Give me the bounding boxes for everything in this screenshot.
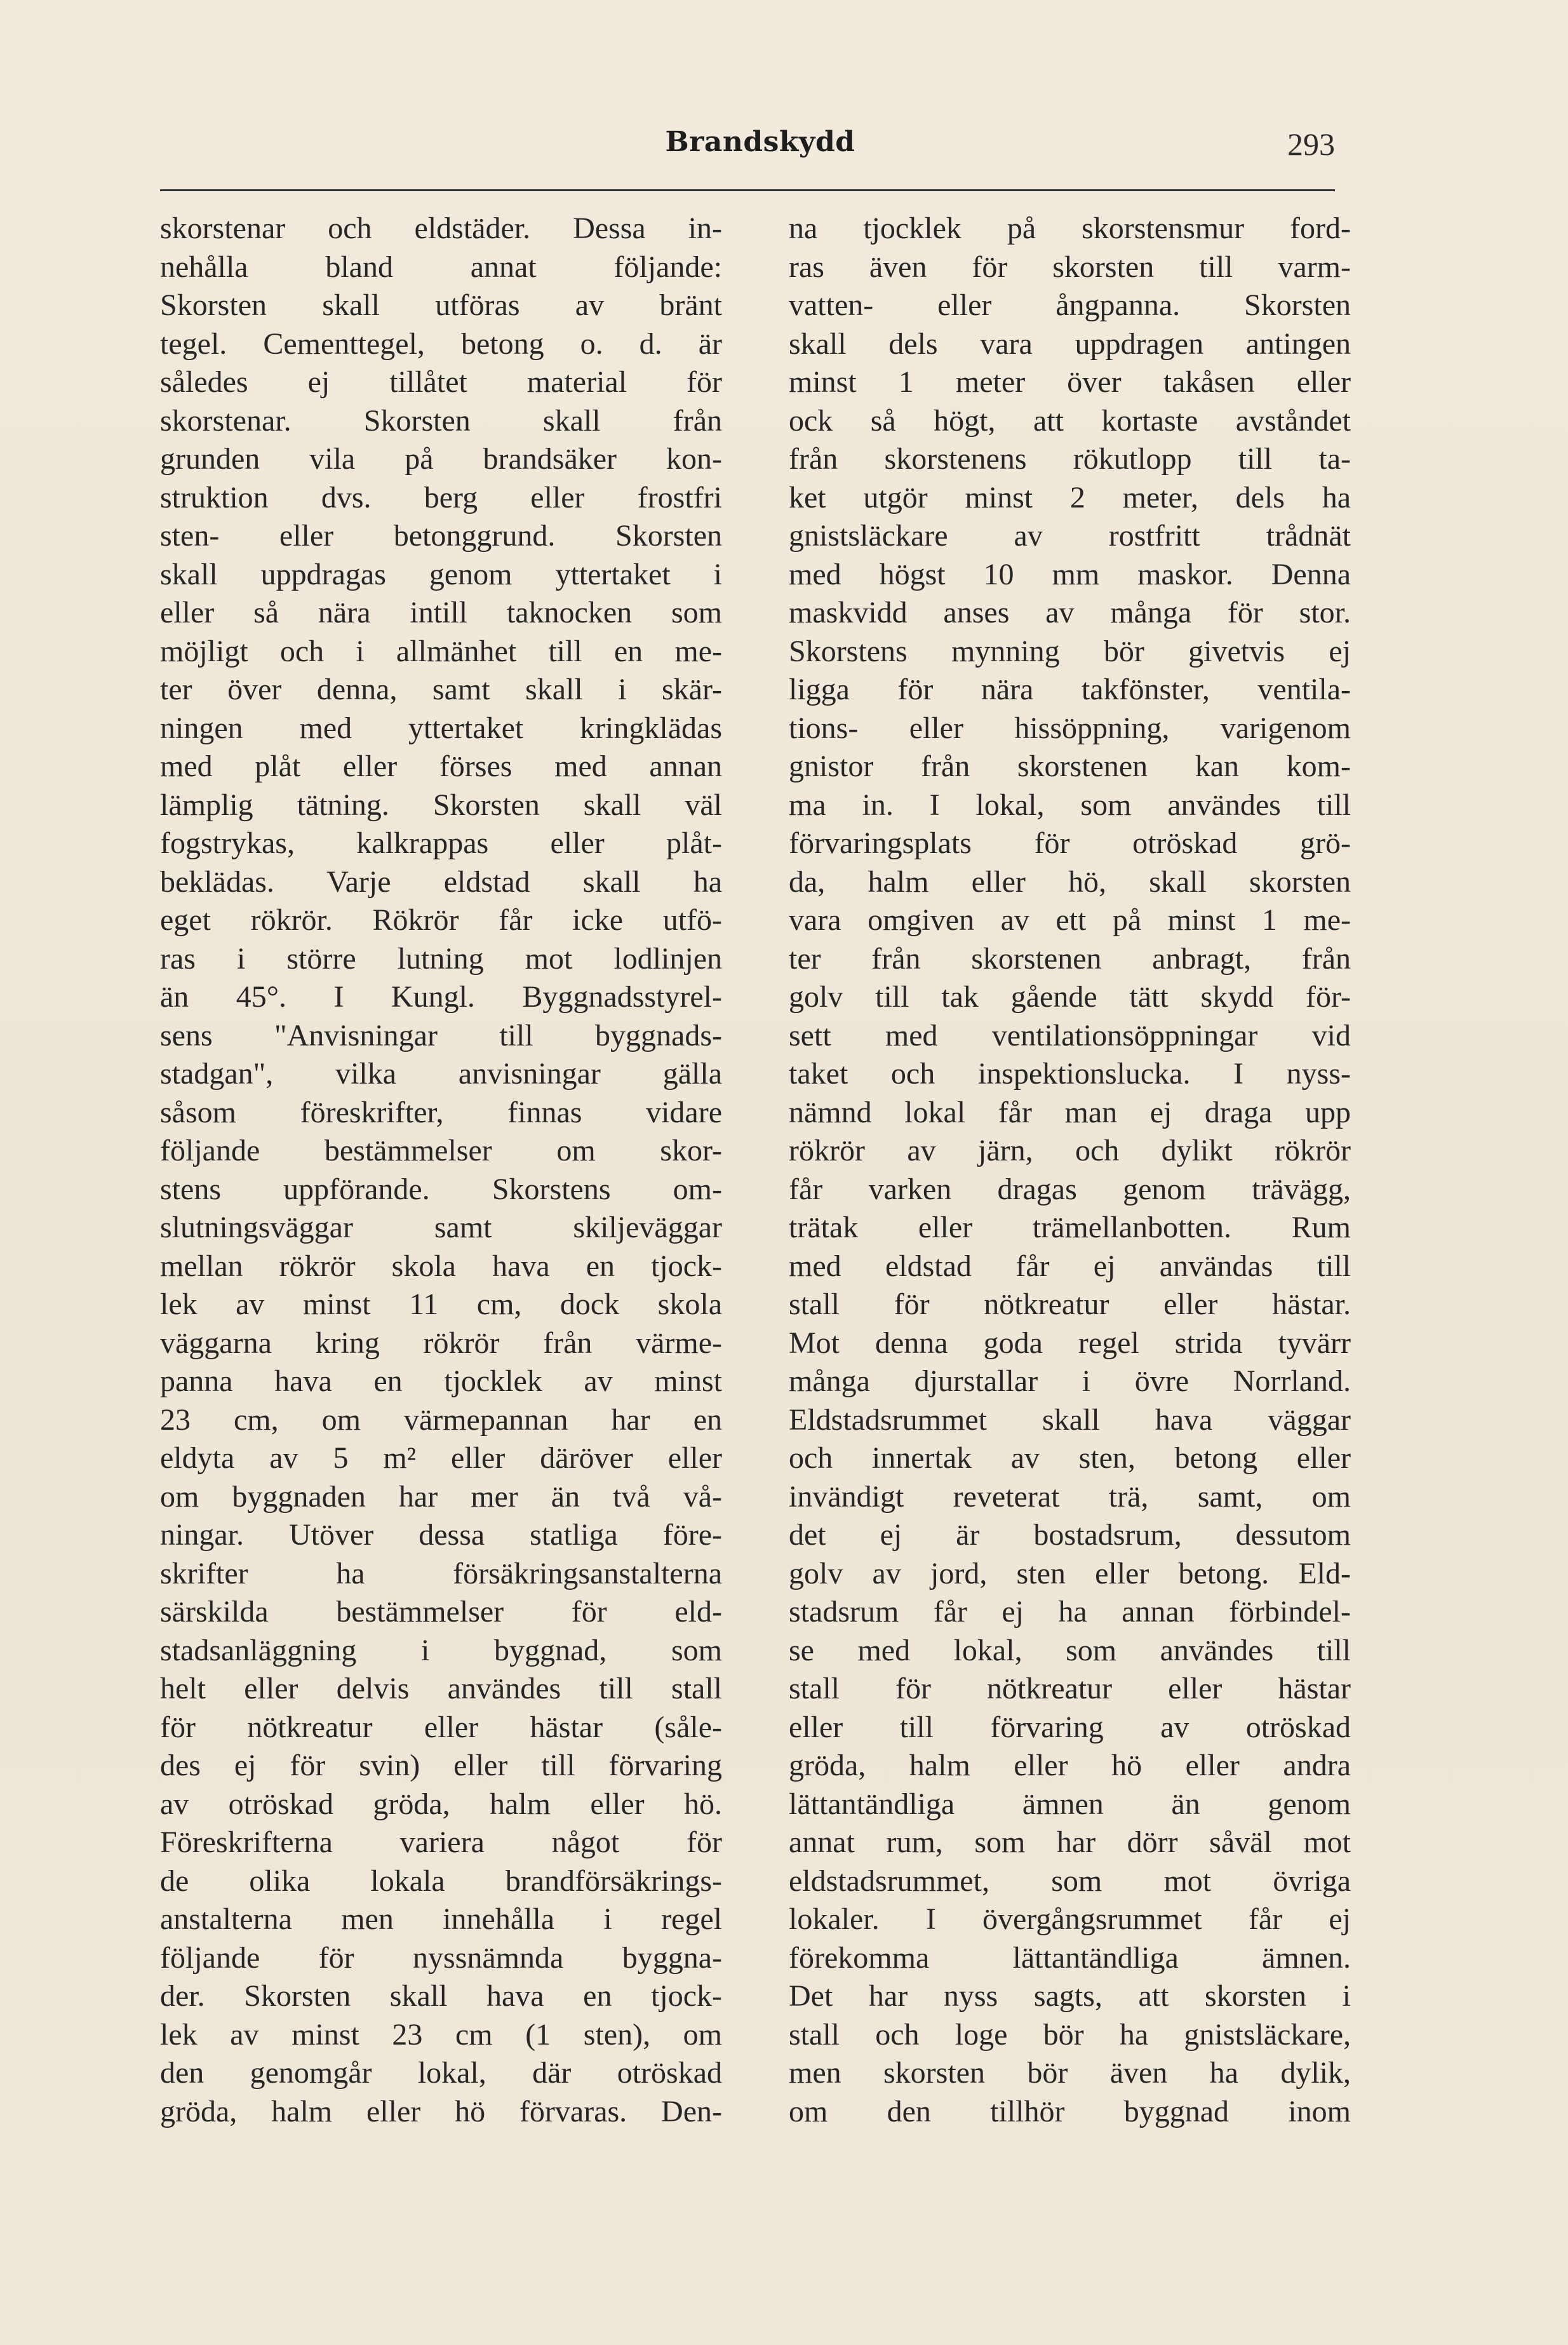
- text-line: skrifter ha försäkringsanstalterna: [160, 1556, 722, 1590]
- text-line: beklädas. Varje eldstad skall ha: [160, 864, 722, 899]
- text-line: eldstadsrummet, som mot övriga: [789, 1864, 1351, 1898]
- text-line: för nötkreatur eller hästar (såle-: [160, 1710, 722, 1744]
- text-line: ras i större lutning mot lodlinjen: [160, 941, 722, 976]
- header-rule: [160, 189, 1335, 191]
- text-line: golv av jord, sten eller betong. Eld-: [789, 1556, 1351, 1590]
- text-line: får varken dragas genom trävägg,: [789, 1172, 1351, 1206]
- text-line: särskilda bestämmelser för eld-: [160, 1595, 722, 1629]
- text-line: Skorstens mynning bör givetvis ej: [789, 634, 1351, 668]
- text-line: väggarna kring rökrör från värme-: [160, 1326, 722, 1360]
- text-line: den genomgår lokal, där otröskad: [160, 2056, 722, 2090]
- text-line: följande bestämmelser om skor-: [160, 1134, 722, 1167]
- text-line: lek av minst 23 cm (1 sten), om: [160, 2017, 722, 2052]
- text-line: ter över denna, samt skall i skär-: [160, 673, 722, 706]
- text-line: eller till förvaring av otröskad: [789, 1710, 1351, 1744]
- text-line: stall och loge bör ha gnistsläckare,: [789, 2017, 1351, 2052]
- text-line: om byggnaden har mer än två vå-: [160, 1479, 722, 1514]
- right-column: [789, 210, 1351, 2131]
- text-line: struktion dvs. berg eller frostfri: [160, 480, 722, 514]
- text-line: möjligt och i allmänhet till en me-: [160, 634, 722, 668]
- text-line: skorstenar. Skorsten skall från: [160, 403, 722, 438]
- text-line: invändigt reveterat trä, samt, om: [789, 1479, 1351, 1514]
- text-line: ligga för nära takfönster, ventila-: [789, 673, 1351, 706]
- text-line: rökrör av järn, och dylikt rökrör: [789, 1134, 1351, 1167]
- text-line: med högst 10 mm maskor. Denna: [789, 557, 1351, 591]
- text-line: lek av minst 11 cm, dock skola: [160, 1287, 722, 1321]
- text-line: gnistor från skorstenen kan kom-: [789, 749, 1351, 783]
- text-line: sten- eller betonggrund. Skorsten: [160, 519, 722, 553]
- page-header: [160, 126, 1335, 170]
- text-line: ket utgör minst 2 meter, dels ha: [789, 480, 1351, 514]
- left-column: [160, 210, 722, 2131]
- text-line: nehålla bland annat följande:: [160, 250, 722, 284]
- text-line: lämplig tätning. Skorsten skall väl: [160, 788, 722, 822]
- text-line: mellan rökrör skola hava en tjock-: [160, 1249, 722, 1283]
- text-line: med eldstad får ej användas till: [789, 1249, 1351, 1283]
- text-line: maskvidd anses av många för stor.: [789, 596, 1351, 629]
- text-line: såsom föreskrifter, finnas vidare: [160, 1095, 722, 1129]
- text-line: helt eller delvis användes till stall: [160, 1672, 722, 1705]
- text-line: annat rum, som har dörr såväl mot: [789, 1825, 1351, 1859]
- text-line: om den tillhör byggnad inom: [789, 2094, 1351, 2128]
- running-head: Brandskydd: [665, 126, 855, 158]
- text-line: eller så nära intill taknocken som: [160, 596, 722, 629]
- text-line: der. Skorsten skall hava en tjock-: [160, 1979, 722, 2013]
- text-line: Eldstadsrummet skall hava väggar: [789, 1402, 1351, 1437]
- text-line: fogstrykas, kalkrappas eller plåt-: [160, 826, 722, 860]
- text-line: na tjocklek på skorstensmur ford-: [789, 212, 1351, 245]
- text-line: skall uppdragas genom yttertaket i: [160, 557, 722, 591]
- text-line: stall för nötkreatur eller hästar.: [789, 1287, 1351, 1321]
- text-line: följande för nyssnämnda byggna-: [160, 1940, 722, 1975]
- text-line: sett med ventilationsöppningar vid: [789, 1018, 1351, 1052]
- text-line: minst 1 meter över takåsen eller: [789, 365, 1351, 399]
- text-line: vatten- eller ångpanna. Skorsten: [789, 288, 1351, 322]
- text-line: panna hava en tjocklek av minst: [160, 1364, 722, 1398]
- text-line: tegel. Cementtegel, betong o. d. är: [160, 326, 722, 361]
- text-line: stadsanläggning i byggnad, som: [160, 1633, 722, 1667]
- text-line: taket och inspektionslucka. I nyss-: [789, 1057, 1351, 1091]
- text-line: 23 cm, om värmepannan har en: [160, 1402, 722, 1437]
- text-line: anstalterna men innehålla i regel: [160, 1902, 722, 1936]
- text-line: än 45°. I Kungl. Byggnadsstyrel-: [160, 980, 722, 1014]
- text-line: des ej för svin) eller till förvaring: [160, 1749, 722, 1782]
- text-line: ock så högt, att kortaste avståndet: [789, 403, 1351, 438]
- text-line: ter från skorstenen anbragt, från: [789, 941, 1351, 976]
- text-line: se med lokal, som användes till: [789, 1633, 1351, 1667]
- text-line: gnistsläckare av rostfritt trådnät: [789, 519, 1351, 553]
- text-line: nämnd lokal får man ej draga upp: [789, 1095, 1351, 1129]
- text-line: gröda, halm eller hö eller andra: [789, 1749, 1351, 1782]
- page-number: 293: [1287, 126, 1335, 162]
- text-line: vara omgiven av ett på minst 1 me-: [789, 903, 1351, 937]
- text-line: förvaringsplats för otröskad grö-: [789, 826, 1351, 860]
- text-line: och innertak av sten, betong eller: [789, 1441, 1351, 1475]
- text-line: men skorsten bör även ha dylik,: [789, 2056, 1351, 2090]
- text-line: skall dels vara uppdragen antingen: [789, 326, 1351, 361]
- text-line: sens "Anvisningar till byggnads-: [160, 1018, 722, 1052]
- text-line: stadsrum får ej ha annan förbindel-: [789, 1595, 1351, 1629]
- text-line: trätak eller trämellanbotten. Rum: [789, 1211, 1351, 1244]
- text-line: gröda, halm eller hö förvaras. Den-: [160, 2094, 722, 2128]
- text-line: da, halm eller hö, skall skorsten: [789, 864, 1351, 899]
- text-line: av otröskad gröda, halm eller hö.: [160, 1787, 722, 1821]
- text-line: stall för nötkreatur eller hästar: [789, 1672, 1351, 1705]
- text-line: ningar. Utöver dessa statliga före-: [160, 1518, 722, 1552]
- text-line: tions- eller hissöppning, varigenom: [789, 711, 1351, 745]
- text-line: Skorsten skall utföras av bränt: [160, 288, 722, 322]
- text-line: grunden vila på brandsäker kon-: [160, 442, 722, 476]
- text-line: golv till tak gående tätt skydd för-: [789, 980, 1351, 1014]
- text-line: eldyta av 5 m² eller däröver eller: [160, 1441, 722, 1475]
- text-line: ningen med yttertaket kringklädas: [160, 711, 722, 745]
- text-line: många djurstallar i övre Norrland.: [789, 1364, 1351, 1398]
- text-line: skorstenar och eldstäder. Dessa in-: [160, 212, 722, 245]
- text-line: lättantändliga ämnen än genom: [789, 1787, 1351, 1821]
- text-line: stadgan", vilka anvisningar gälla: [160, 1057, 722, 1091]
- text-line: ma in. I lokal, som användes till: [789, 788, 1351, 822]
- text-line: stens uppförande. Skorstens om-: [160, 1172, 722, 1206]
- text-line: de olika lokala brandförsäkrings-: [160, 1864, 722, 1898]
- text-line: förekomma lättantändliga ämnen.: [789, 1940, 1351, 1975]
- text-line: med plåt eller förses med annan: [160, 749, 722, 783]
- text-line: det ej är bostadsrum, dessutom: [789, 1518, 1351, 1552]
- text-line: ras även för skorsten till varm-: [789, 250, 1351, 284]
- text-line: från skorstenens rökutlopp till ta-: [789, 442, 1351, 476]
- text-line: eget rökrör. Rökrör får icke utfö-: [160, 903, 722, 937]
- text-line: således ej tillåtet material för: [160, 365, 722, 399]
- text-line: lokaler. I övergångsrummet får ej: [789, 1902, 1351, 1936]
- text-line: Mot denna goda regel strida tyvärr: [789, 1326, 1351, 1360]
- text-line: slutningsväggar samt skiljeväggar: [160, 1211, 722, 1244]
- text-line: Föreskrifterna variera något för: [160, 1825, 722, 1859]
- text-line: Det har nyss sagts, att skorsten i: [789, 1979, 1351, 2013]
